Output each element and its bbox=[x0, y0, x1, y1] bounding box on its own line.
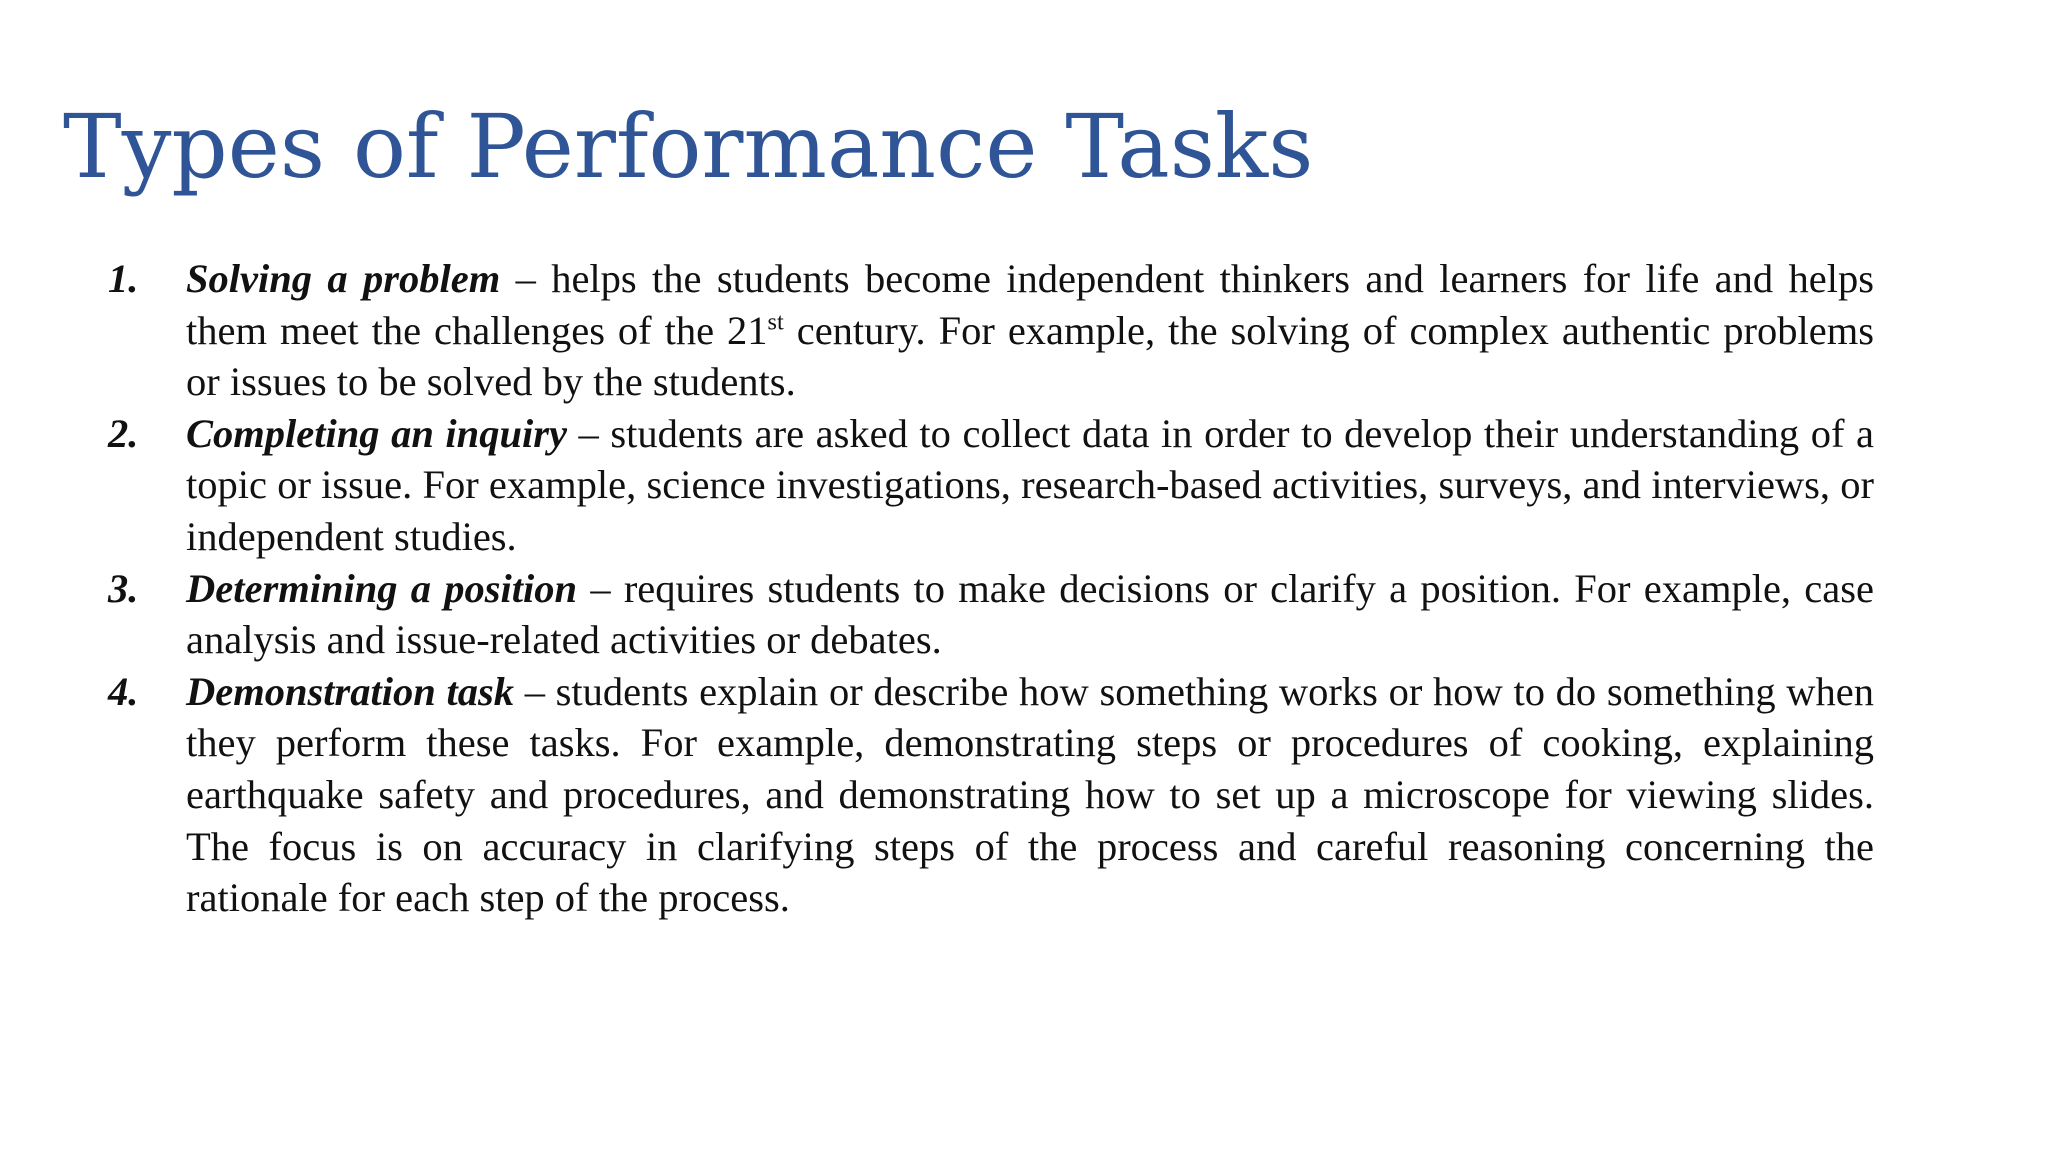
task-number: 4. bbox=[108, 668, 139, 714]
task-term: Determining a position bbox=[186, 565, 578, 611]
task-term: Completing an inquiry bbox=[186, 410, 567, 456]
ordinal-superscript: st bbox=[767, 308, 784, 336]
task-text-continued: century. For example, the solving of complex authentic problems or issues to be solved by the students. bbox=[186, 307, 1874, 405]
task-item-determining-position bbox=[108, 563, 1874, 666]
task-description bbox=[186, 253, 1874, 408]
task-text: – helps the students become independent thinkers and learners for life and helps them meet the challenges of the 21 bbox=[186, 256, 1874, 353]
slide-title: Types of Performance Tasks bbox=[63, 95, 1314, 198]
task-description bbox=[186, 408, 1874, 563]
task-term: Demonstration task bbox=[186, 668, 515, 714]
task-item-solving-problem bbox=[108, 253, 1874, 408]
task-term: Solving a problem bbox=[186, 256, 501, 301]
task-number: 1. bbox=[108, 256, 139, 301]
task-description bbox=[186, 666, 1874, 924]
performance-task-list bbox=[108, 253, 1874, 924]
task-number: 2. bbox=[108, 410, 139, 456]
task-text: – students explain or describe how something works or how to do something when they perform these tasks. For example, demonstrating steps or procedures of cooking, explaining earthquake safety and procedures, and demonstrating how to set up a microscope for viewing slides. The focus is on accuracy in clarifying steps of the process and careful reasoning concerning the rationale for each step of the process. bbox=[186, 668, 1874, 921]
task-number: 3. bbox=[108, 565, 139, 611]
task-text: – students are asked to collect data in order to develop their understanding of a topic or issue. For example, science investigations, research-based activities, surveys, and interviews, or independent studies. bbox=[186, 410, 1874, 559]
task-text: – requires students to make decisions or clarify a position. For example, case analysis and issue-related activities or debates. bbox=[186, 565, 1874, 663]
task-item-demonstration-task bbox=[108, 666, 1874, 924]
task-description bbox=[186, 563, 1874, 666]
task-item-completing-inquiry bbox=[108, 408, 1874, 563]
